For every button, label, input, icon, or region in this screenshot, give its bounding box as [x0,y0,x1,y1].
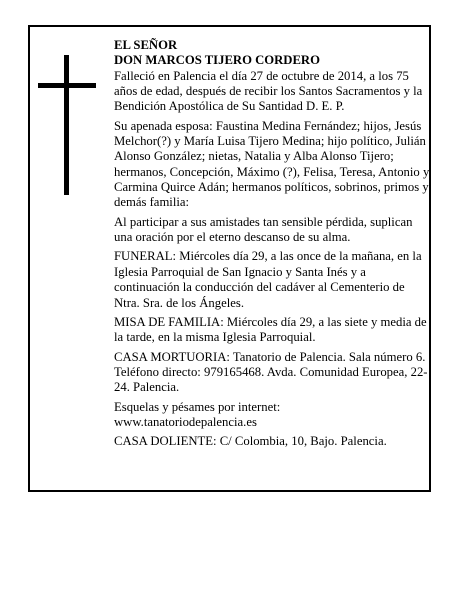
funeral-info: FUNERAL: Miércoles día 29, a las once de la mañana, en la Iglesia Parroquial de San Ignacio y Santa Inés y a continuación la conducción del cadáver al Cementerio de Ntra. Sra. de los Ángeles. [114,249,422,310]
condolences-label: Esquelas y pésames por internet: [114,399,281,414]
cross-horizontal-bar [38,83,96,88]
obituary-text [114,38,430,454]
website-link[interactable]: www.tanatoriodepalencia.es [114,414,257,429]
mourning-house-info: CASA DOLIENTE: C/ Colombia, 10, Bajo. Palencia. [114,434,387,449]
prayer-request: Al participar a sus amistades tan sensible pérdida, suplican una oración por el eterno descanso de su alma. [114,214,413,245]
death-announcement: Falleció en Palencia el día 27 de octubre de 2014, a los 75 años de edad, después de recibir los Santos Sacramentos y la Bendición Apostólica de Su Santidad D. E. P. [114,68,423,114]
family-mass-info: MISA DE FAMILIA: Miércoles día 29, a las siete y media de la tarde, en la misma Iglesia Parroquial. [114,314,427,345]
family-list: Su apenada esposa: Faustina Medina Fernández; hijos, Jesús Melchor(?) y María Luisa Tijero Medina; hijo político, Julián Alonso González; nietas, Natalia y Alba Alonso Tijero; hermanos, Concepción, Máximo (?), Felisa, Teresa, Antonio y Carmina Quirce Adán; hermanos políticos, sobrinos, primos y demás familia: [114,118,430,210]
obituary-heading [114,38,430,69]
cross-vertical-bar [64,55,69,195]
deceased-name: DON MARCOS TIJERO CORDERO [114,53,320,68]
title-line-1: EL SEÑOR [114,38,178,52]
funeral-home-info: CASA MORTUORIA: Tanatorio de Palencia. Sala número 6. Teléfono directo: 979165468. Avda. Comunidad Europea, 22-24. Palencia. [114,349,428,395]
